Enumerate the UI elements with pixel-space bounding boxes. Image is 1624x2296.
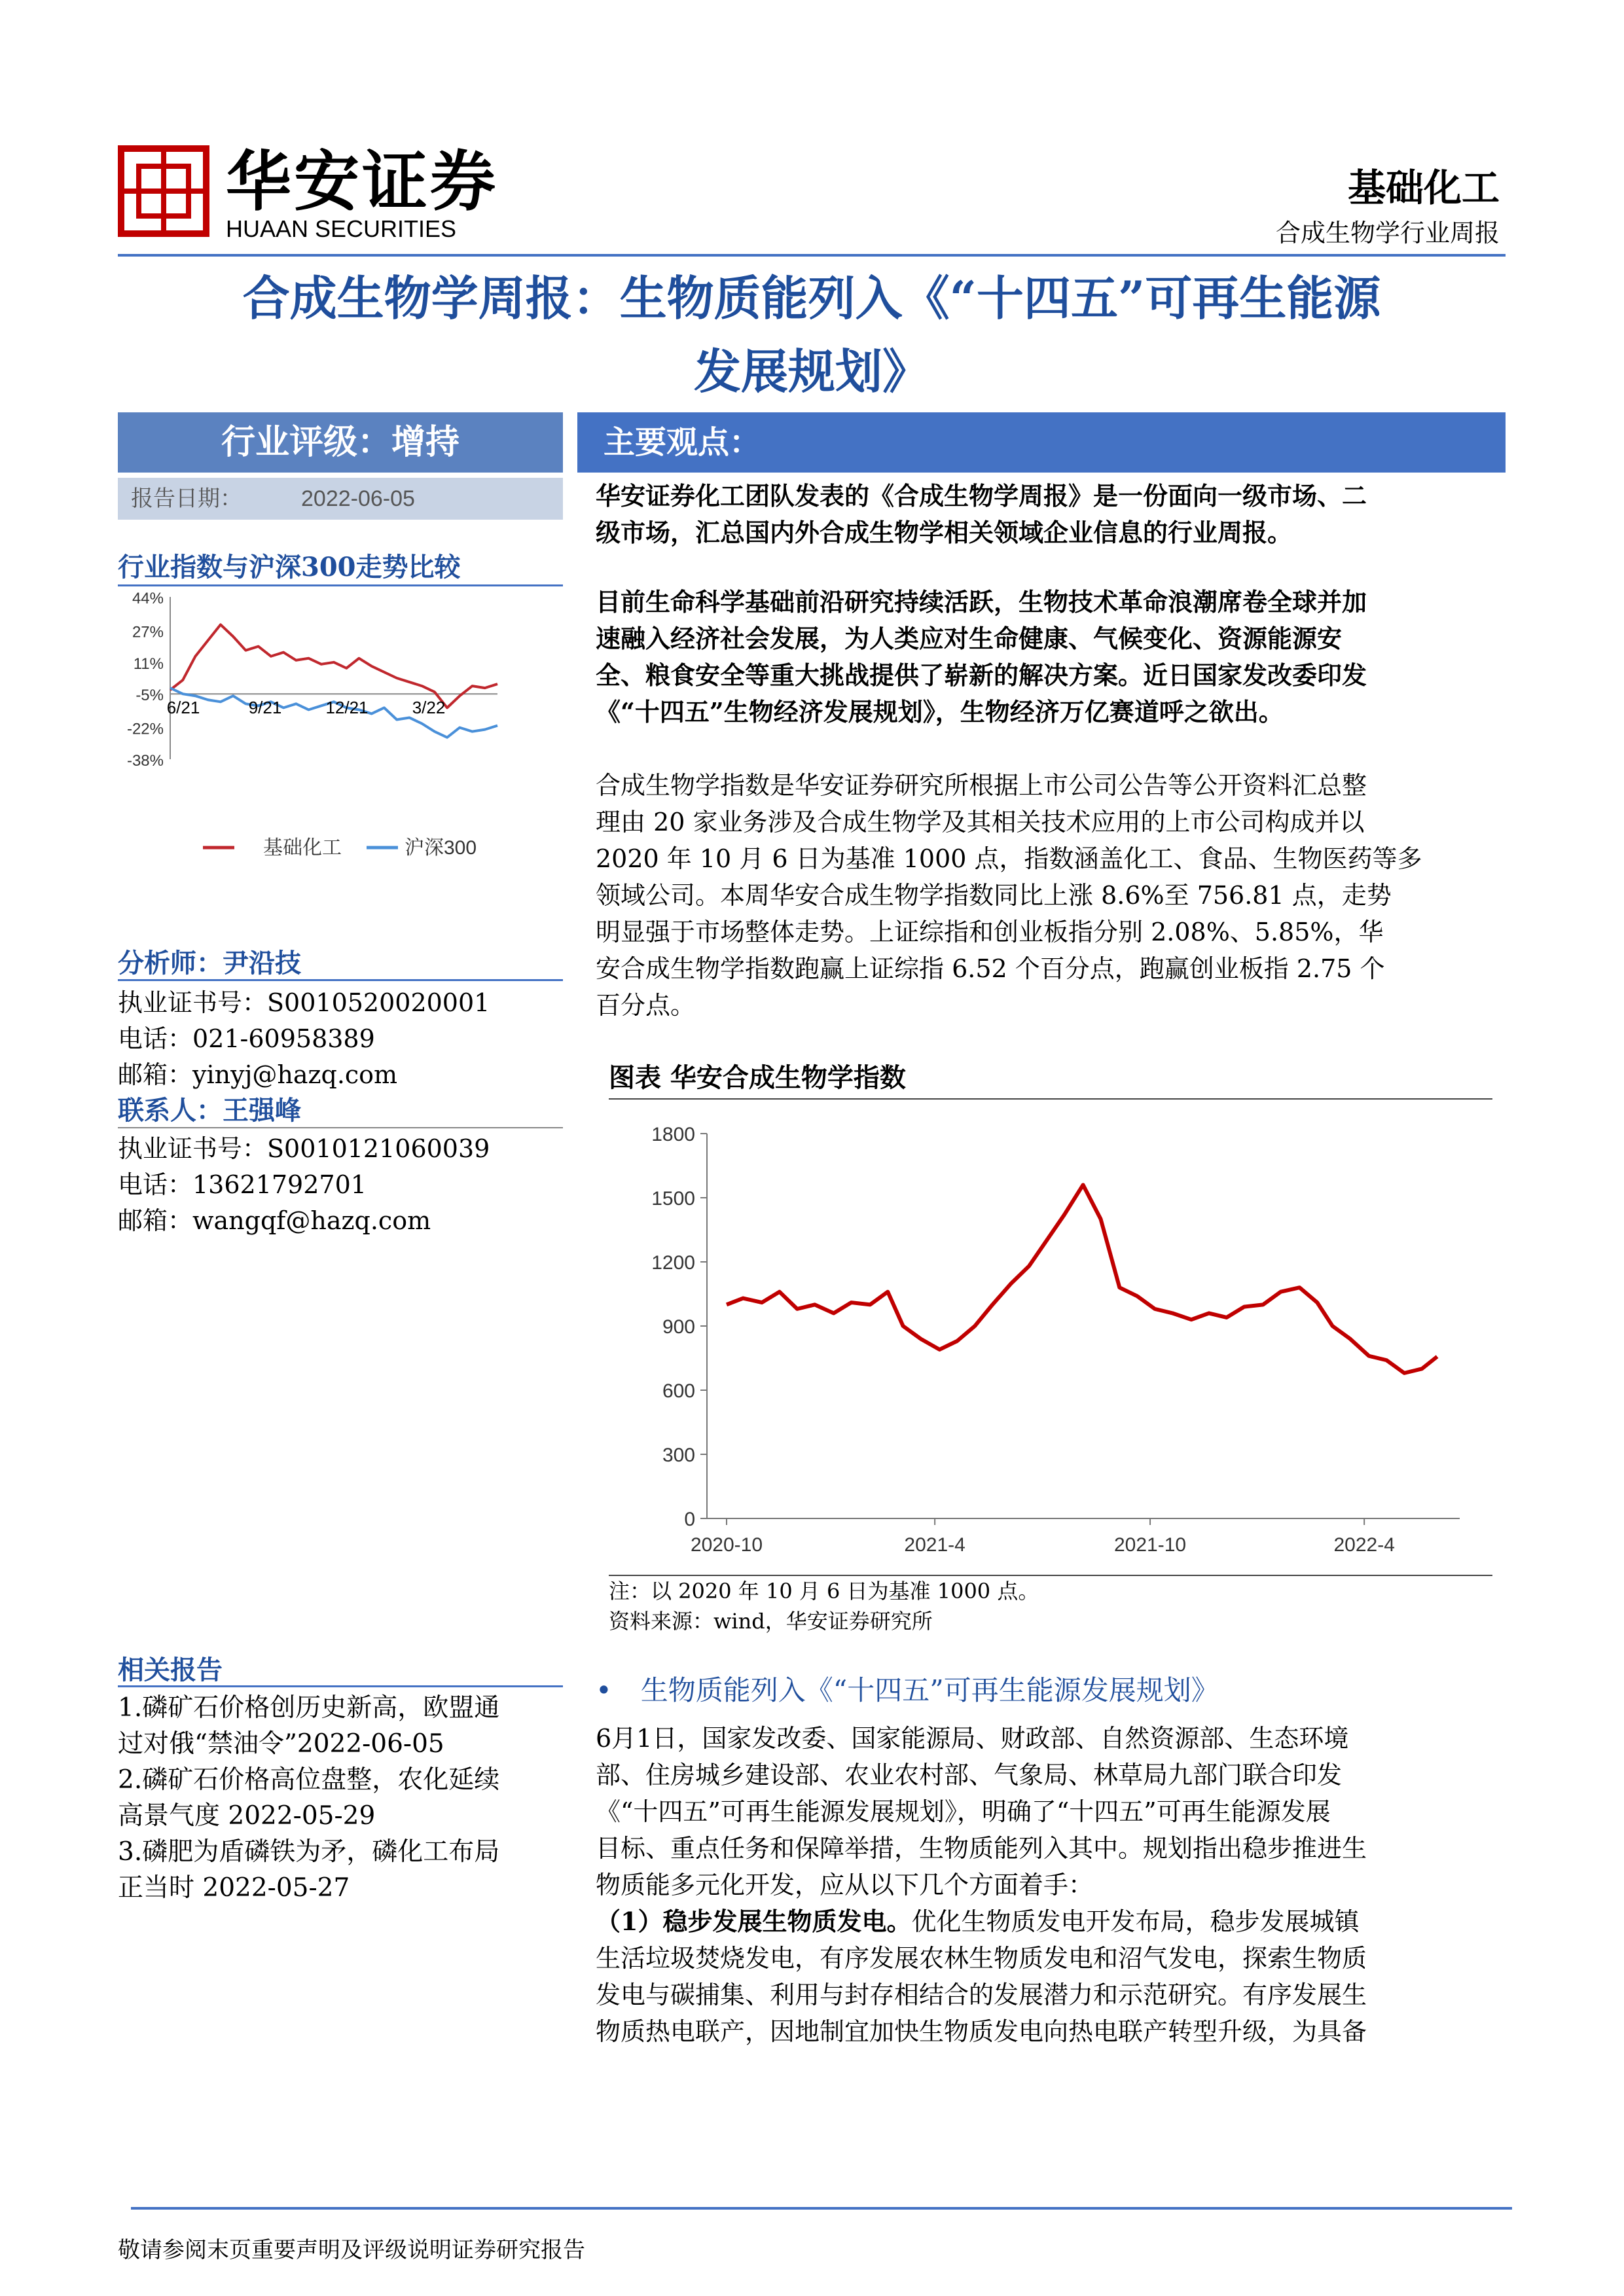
- mini-y-tick-label: 44%: [132, 590, 164, 607]
- main-y-tick-label: 0: [684, 1509, 695, 1530]
- logo-text-en: HUAAN SECURITIES: [226, 215, 457, 242]
- main-y-tick-label: 1800: [651, 1124, 695, 1145]
- related-item-line: 1.磷矿石价格创历史新高，欧盟通: [118, 1693, 500, 1723]
- figure-note: 注：以 2020 年 10 月 6 日为基准 1000 点。: [609, 1579, 1039, 1604]
- analyst-phone: 电话：021-60958389: [118, 1024, 375, 1053]
- report-title-line2: 发展规划》: [693, 344, 929, 399]
- section-paragraph: [596, 1720, 1492, 2050]
- contact-cert: 执业证书号：S0010121060039: [118, 1134, 490, 1163]
- main-x-tick-label: 2021-4: [904, 1534, 965, 1556]
- related-item[interactable]: [118, 1690, 499, 1762]
- mini-x-tick-label: 6/21: [166, 698, 200, 718]
- intro-line: 华安证券化工团队发表的《合成生物学周报》是一份面向一级市场、二: [596, 481, 1367, 511]
- related-item-line: 2.磷矿石价格高位盘整，农化延续: [118, 1765, 500, 1795]
- index-line: 百分点。: [596, 991, 696, 1020]
- related-item-line: 3.磷肥为盾磷铁为矛，磷化工布局: [118, 1837, 500, 1867]
- index-chart: [609, 1106, 1492, 1571]
- mini-x-tick-label: 9/21: [248, 698, 282, 718]
- main-x-tick-label: 2021-10: [1114, 1534, 1187, 1556]
- main-points-heading: 主要观点：: [577, 412, 1506, 473]
- figure-top-rule: [609, 1098, 1492, 1100]
- subpoint-heading: （1）稳步发展生物质发电。: [596, 1907, 912, 1936]
- related-divider: [118, 1685, 563, 1687]
- section-line: 物质热电联产，因地制宜加快生物质发电向热电联产转型升级，为具备: [596, 2017, 1367, 2046]
- footer-disclaimer: 敬请参阅末页重要声明及评级说明证券研究报告: [118, 2237, 585, 2263]
- legend-label-series2: 沪深300: [405, 837, 477, 859]
- section-line: 发电与碳捕集、利用与封存相结合的发展潜力和示范研究。有序发展生: [596, 1981, 1367, 2009]
- contact-phone: 电话：13621792701: [118, 1170, 367, 1199]
- mini-y-tick-label: 11%: [133, 655, 164, 673]
- mini-x-tick-label: 3/22: [412, 698, 446, 718]
- report-type-label: 合成生物学行业周报: [1275, 219, 1500, 247]
- rating-bar: 行业评级：增持: [118, 412, 563, 473]
- related-item-line: 高景气度 2022-05-29: [118, 1801, 376, 1831]
- intro-paragraph: [596, 478, 1492, 551]
- analyst-divider: [118, 979, 563, 981]
- main-y-tick-label: 600: [662, 1380, 695, 1402]
- report-title-line1: 合成生物学周报：生物质能列入《“十四五”可再生能源: [242, 270, 1381, 326]
- section-line: 生活垃圾焚烧发电，有序发展农林生物质发电和沼气发电，探索生物质: [596, 1944, 1367, 1973]
- analyst-cert: 执业证书号：S0010520020001: [118, 988, 490, 1017]
- main-y-tick-label: 900: [662, 1316, 695, 1338]
- index-line: 明显强于市场整体走势。上证综指和创业板指分别 2.08%、5.85%，华: [596, 918, 1384, 946]
- figure-title: 图表 华安合成生物学指数: [609, 1062, 906, 1093]
- analyst-email[interactable]: 邮箱：yinyj@hazq.com: [118, 1060, 398, 1089]
- sector-label: 基础化工: [1347, 166, 1500, 210]
- section-line: 物质能多元化开发，应从以下几个方面着手：: [596, 1871, 1094, 1899]
- intro-line: 级市场，汇总国内外合成生物学相关领域企业信息的行业周报。: [596, 518, 1293, 547]
- related-item[interactable]: [118, 1834, 499, 1906]
- section-line: 目标、重点任务和保障举措，生物质能列入其中。规划指出稳步推进生: [596, 1834, 1367, 1863]
- index-paragraph: [596, 767, 1492, 1024]
- background-line: 速融入经济社会发展，为人类应对生命健康、气候变化、资源能源安: [596, 624, 1343, 653]
- contact-info: [118, 1131, 490, 1239]
- mini-chart-divider: [118, 584, 563, 586]
- mini-series-line-1: [170, 624, 497, 708]
- section-line: 6月1日，国家发改委、国家能源局、财政部、自然资源部、生态环境: [596, 1724, 1349, 1753]
- report-title: [118, 262, 1506, 408]
- contact-divider: [118, 1127, 563, 1128]
- mini-chart: [118, 589, 563, 877]
- report-date-label: 报告日期：: [131, 486, 242, 512]
- logo-mark: [118, 145, 209, 237]
- index-line: 理由 20 家业务涉及合成生物学及其相关技术应用的上市公司构成并以: [596, 808, 1365, 836]
- related-heading: 相关报告: [118, 1655, 223, 1685]
- section-line: 部、住房城乡建设部、农业农村部、气象局、林草局九部门联合印发: [596, 1761, 1343, 1789]
- index-line: 领域公司。本周华安合成生物学指数同比上涨 8.6%至 756.81 点，走势: [596, 881, 1392, 910]
- main-x-tick-label: 2022-4: [1333, 1534, 1395, 1556]
- mini-chart-heading: 行业指数与沪深300走势比较: [118, 552, 461, 583]
- background-line: 目前生命科学基础前沿研究持续活跃，生物技术革命浪潮席卷全球并加: [596, 587, 1367, 617]
- related-item-line: 正当时 2022-05-27: [118, 1873, 350, 1903]
- related-list: [118, 1690, 499, 1906]
- analyst-info: [118, 985, 490, 1093]
- mini-y-tick-label: -38%: [126, 752, 164, 770]
- index-series-line: [727, 1185, 1437, 1372]
- main-y-tick-label: 1500: [651, 1188, 695, 1210]
- analyst-heading: 分析师：尹沿技: [118, 948, 301, 978]
- main-y-tick-label: 300: [662, 1444, 695, 1466]
- index-line: 2020 年 10 月 6 日为基准 1000 点，指数涵盖化工、食品、生物医药等多: [596, 844, 1422, 873]
- background-paragraph: [596, 584, 1492, 730]
- main-x-tick-label: 2020-10: [690, 1534, 763, 1556]
- mini-x-tick-label: 12/21: [325, 698, 369, 718]
- section-heading: [596, 1669, 1219, 1708]
- related-item[interactable]: [118, 1762, 499, 1834]
- report-date-bar: [118, 478, 563, 520]
- section-line: 《“十四五”可再生能源发展规划》，明确了“十四五”可再生能源发展: [596, 1797, 1331, 1826]
- bullet-icon: •: [596, 1674, 612, 1706]
- index-line: 安合成生物学指数跑赢上证综指 6.52 个百分点，跑赢创业板指 2.75 个: [596, 954, 1385, 983]
- contact-heading: 联系人：王强峰: [118, 1095, 301, 1126]
- background-line: 《“十四五”生物经济发展规划》，生物经济万亿赛道呼之欲出。: [596, 697, 1284, 726]
- header-divider: [118, 254, 1506, 257]
- report-date-value: 2022-06-05: [301, 486, 415, 511]
- contact-email[interactable]: 邮箱：wangqf@hazq.com: [118, 1206, 431, 1235]
- figure-source: 资料来源：wind，华安证券研究所: [609, 1609, 933, 1634]
- section-line: 优化生物质发电开发布局，稳步发展城镇: [911, 1907, 1360, 1936]
- main-y-tick-label: 1200: [651, 1252, 695, 1274]
- legend-label-series1: 基础化工: [263, 837, 342, 859]
- section-subpoint-line: [596, 1903, 1492, 1940]
- related-item-line: 过对俄“禁油令”2022-06-05: [118, 1729, 444, 1759]
- footer-divider: [131, 2207, 1512, 2210]
- section-heading-text: 生物质能列入《“十四五”可再生能源发展规划》: [640, 1674, 1219, 1706]
- logo-text-cn: 华安证券: [226, 143, 498, 220]
- mini-y-tick-label: -22%: [126, 720, 164, 738]
- background-line: 全、粮食安全等重大挑战提供了崭新的解决方案。近日国家发改委印发: [596, 660, 1367, 690]
- mini-y-tick-label: -5%: [135, 687, 164, 705]
- mini-y-tick-label: 27%: [132, 623, 164, 641]
- index-line: 合成生物学指数是华安证券研究所根据上市公司公告等公开资料汇总整: [596, 771, 1367, 800]
